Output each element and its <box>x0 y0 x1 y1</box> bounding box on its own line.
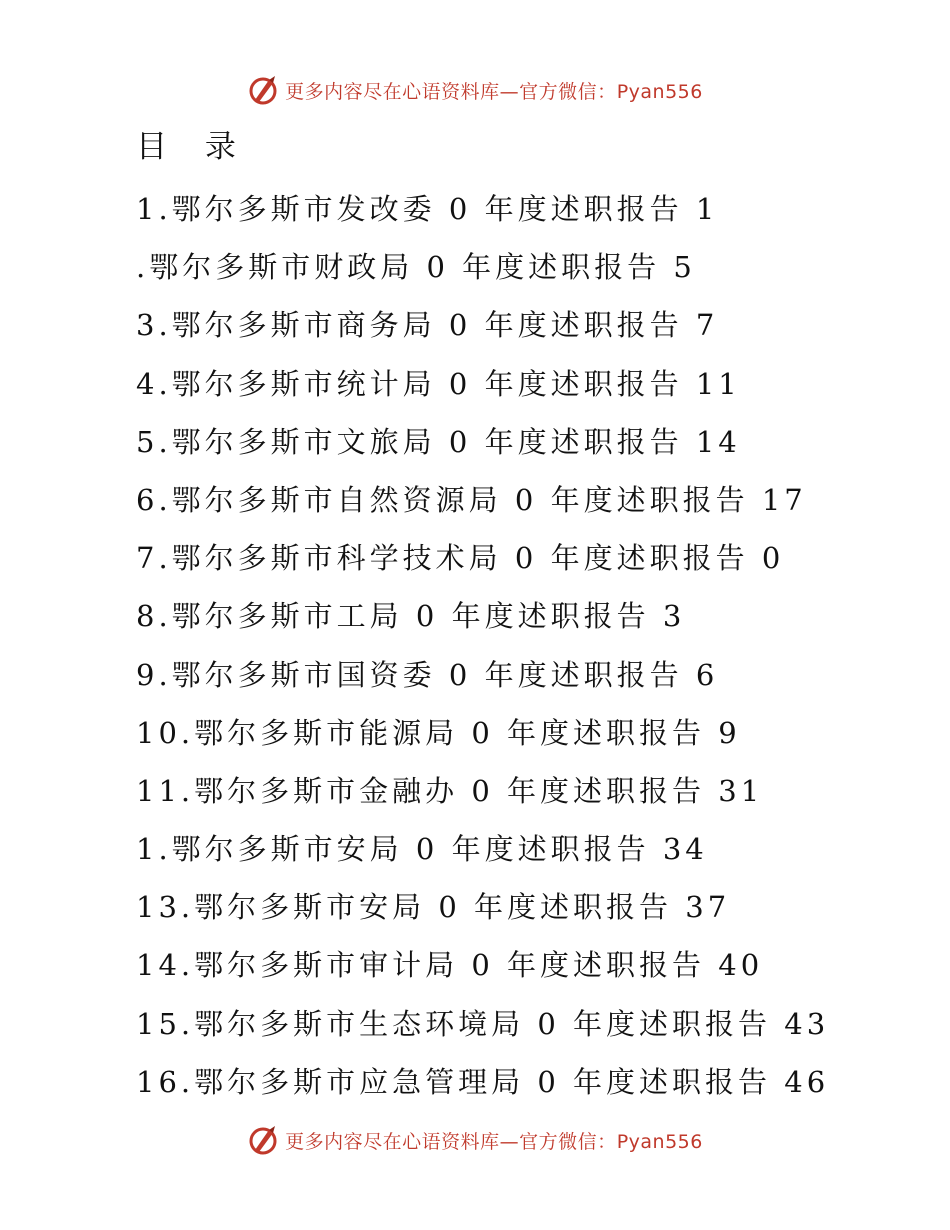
toc-entry-year: 0 <box>415 599 439 634</box>
footer-watermark-banner <box>0 1120 950 1160</box>
quill-logo-icon <box>247 74 279 106</box>
toc-entry-page: 9 <box>718 715 741 750</box>
toc-entry-number: . <box>136 250 150 285</box>
toc-entry-name: 鄂尔多斯市统计局 <box>171 366 436 401</box>
quill-logo-icon <box>247 1124 279 1156</box>
toc-entry-name: 鄂尔多斯市审计局 <box>194 948 459 983</box>
toc-entry-name: 鄂尔多斯市国资委 <box>171 657 436 692</box>
toc-entry-year: 0 <box>537 1006 560 1041</box>
toc-entry-suffix: 年度述职报告 <box>462 250 661 285</box>
toc-entry-number: 10. <box>136 715 195 750</box>
toc-entry-suffix: 年度述职报告 <box>550 482 749 517</box>
toc-entry-number: 7. <box>136 541 172 576</box>
toc-entry-year: 0 <box>537 1064 560 1099</box>
toc-entry-suffix: 年度述职报告 <box>507 948 706 983</box>
toc-entry-page: 31 <box>718 773 764 808</box>
toc-entry-suffix: 年度述职报告 <box>451 832 650 867</box>
toc-entry-page: 46 <box>784 1064 830 1099</box>
toc-entry-number: 15. <box>136 1006 195 1041</box>
toc-entry-number: 14. <box>136 948 195 983</box>
toc-entry-number: 5. <box>136 424 172 459</box>
toc-entry-page: 40 <box>718 948 764 983</box>
toc-entry[interactable] <box>136 936 916 994</box>
toc-entry-page: 43 <box>784 1006 830 1041</box>
toc-entry-year: 0 <box>415 832 439 867</box>
wechat-id: Pyan556 <box>616 1130 703 1153</box>
toc-entry-number: 16. <box>136 1064 195 1099</box>
toc-entry-name: 鄂尔多斯市安局 <box>171 832 403 867</box>
toc-entry[interactable] <box>136 820 916 878</box>
toc-container <box>136 122 916 1111</box>
toc-entry-suffix: 年度述职报告 <box>484 657 683 692</box>
toc-entry-year: 0 <box>438 890 461 925</box>
toc-entry-name: 鄂尔多斯市能源局 <box>194 715 459 750</box>
toc-entry-page: 14 <box>695 424 741 459</box>
toc-entry-name: 鄂尔多斯市金融办 <box>194 773 459 808</box>
toc-entry-name: 鄂尔多斯市财政局 <box>149 250 414 285</box>
toc-entry-year: 0 <box>448 192 472 226</box>
toc-title: 目 录 <box>136 129 250 165</box>
toc-entry-page: 34 <box>662 832 708 867</box>
toc-entry-suffix: 年度述职报告 <box>550 541 749 576</box>
toc-entry-page: 5 <box>673 250 696 285</box>
toc-entry-suffix: 年度述职报告 <box>474 890 673 925</box>
toc-entry-name: 鄂尔多斯市科学技术局 <box>171 541 502 576</box>
toc-entry[interactable] <box>136 995 916 1053</box>
toc-entry-page: 0 <box>761 541 785 576</box>
toc-entry-suffix: 年度述职报告 <box>573 1064 772 1099</box>
toc-entry-year: 0 <box>514 541 538 576</box>
toc-entry[interactable] <box>136 587 916 645</box>
toc-entry-number: 4. <box>136 366 172 401</box>
toc-entry-suffix: 年度述职报告 <box>573 1006 772 1041</box>
toc-entry-year: 0 <box>448 308 472 343</box>
toc-entry[interactable] <box>136 471 916 529</box>
toc-entry-page: 11 <box>695 366 741 401</box>
wechat-id: Pyan556 <box>616 80 703 103</box>
toc-entry-suffix: 年度述职报告 <box>484 424 683 459</box>
toc-entry-page: 3 <box>662 599 686 634</box>
toc-entry-suffix: 年度述职报告 <box>484 192 683 226</box>
banner-text: 更多内容尽在心语资料库—官方微信：Pyan556 <box>285 80 703 103</box>
toc-entry[interactable] <box>136 646 916 704</box>
toc-entry-number: 13. <box>136 890 195 925</box>
toc-entry-year: 0 <box>471 773 494 808</box>
toc-entry[interactable] <box>136 413 916 471</box>
toc-entry-year: 0 <box>448 366 472 401</box>
toc-entry-page: 7 <box>695 308 719 343</box>
toc-entry-name: 鄂尔多斯市安局 <box>194 890 426 925</box>
toc-entry-suffix: 年度述职报告 <box>507 773 706 808</box>
toc-list <box>136 180 916 1111</box>
toc-entry-name: 鄂尔多斯市自然资源局 <box>171 482 502 517</box>
toc-entry-number: 6. <box>136 482 172 517</box>
toc-entry[interactable] <box>136 529 916 587</box>
toc-entry[interactable] <box>136 1053 916 1111</box>
toc-entry-name: 鄂尔多斯市工局 <box>171 599 403 634</box>
toc-entry-year: 0 <box>471 715 494 750</box>
toc-entry-year: 0 <box>448 424 472 459</box>
toc-entry[interactable] <box>136 878 916 936</box>
toc-entry-year: 0 <box>448 657 472 692</box>
toc-entry-suffix: 年度述职报告 <box>451 599 650 634</box>
toc-entry-suffix: 年度述职报告 <box>484 308 683 343</box>
toc-entry-page: 17 <box>761 482 807 517</box>
banner-text: 更多内容尽在心语资料库—官方微信：Pyan556 <box>285 1130 703 1153</box>
toc-entry-page: 6 <box>695 657 719 692</box>
toc-entry-name: 鄂尔多斯市文旅局 <box>171 424 436 459</box>
toc-entry-year: 0 <box>426 250 449 285</box>
toc-entry-number: 1. <box>136 192 172 226</box>
toc-entry-page: 37 <box>685 890 731 925</box>
toc-entry[interactable] <box>136 355 916 413</box>
toc-entry[interactable] <box>136 704 916 762</box>
header-watermark-banner <box>0 70 950 110</box>
toc-entry-number: 3. <box>136 308 172 343</box>
toc-entry[interactable] <box>136 238 916 296</box>
toc-entry-name: 鄂尔多斯市生态环境局 <box>194 1006 525 1041</box>
toc-entry-name: 鄂尔多斯市商务局 <box>171 308 436 343</box>
toc-entry-name: 鄂尔多斯市应急管理局 <box>194 1064 525 1099</box>
toc-entry[interactable] <box>136 762 916 820</box>
toc-entry-name: 鄂尔多斯市发改委 <box>171 192 436 226</box>
toc-entry[interactable] <box>136 296 916 354</box>
toc-entry-year: 0 <box>471 948 494 983</box>
toc-entry-number: 8. <box>136 599 172 634</box>
toc-entry-year: 0 <box>514 482 538 517</box>
toc-entry-number: 1. <box>136 832 172 867</box>
toc-entry[interactable] <box>136 180 916 238</box>
toc-entry-number: 9. <box>136 657 172 692</box>
toc-entry-suffix: 年度述职报告 <box>484 366 683 401</box>
toc-entry-page: 1 <box>695 192 719 226</box>
toc-entry-number: 11. <box>136 773 195 808</box>
toc-entry-suffix: 年度述职报告 <box>507 715 706 750</box>
